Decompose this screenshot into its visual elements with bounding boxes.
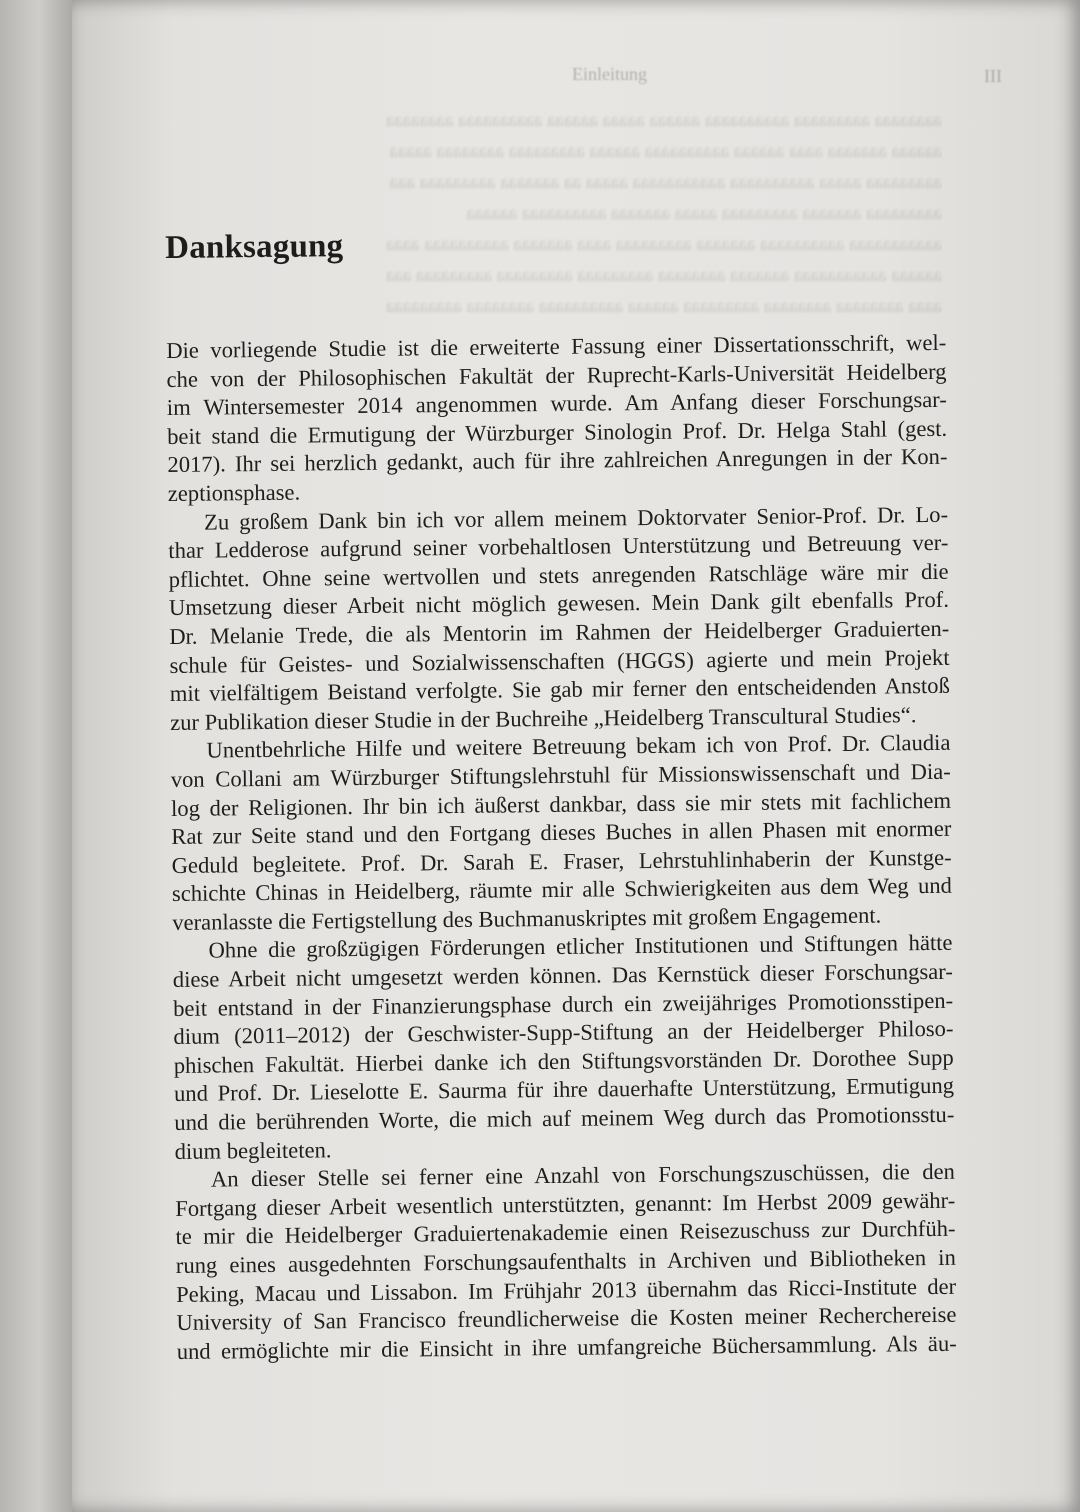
text-line: Fortgang dieser Arbeit wesentlich unterstützten, genannt: Im Herbst 2009 gewähr- [175, 1187, 956, 1221]
chapter-title: Danksagung [165, 228, 344, 266]
text-line: te mir die Heidelberger Graduiertenakademie einen Reisezuschuss zur Durchfüh- [175, 1216, 956, 1250]
paragraph-5 [175, 1158, 957, 1366]
text-line: dium (2011–2012) der Geschwister-Supp-Stiftung an der Heidelberger Philoso- [173, 1016, 954, 1050]
text-line: von Collani am Würzburger Stiftungslehrstuhl für Missionswissenschaft und Dia- [170, 758, 951, 792]
text-line: und ermöglichte mir die Einsicht in ihre umfangreiche Büchersammlung. Als äu- [176, 1330, 957, 1364]
text-line: Die vorliegende Studie ist die erweiterte Fassung einer Dissertationsschrift, wel- [166, 329, 947, 363]
text-line: thar Ledderose aufgrund seiner vorbehaltlosen Unterstützung und Betreuung ver- [168, 529, 949, 564]
text-line: che von der Philosophischen Fakultät der Ruprecht-Karls-Universität Heidelberg [166, 358, 947, 392]
text-line: im Wintersemester 2014 angenommen wurde. Am Anfang dieser Forschungsar- [166, 387, 947, 421]
text-line: schichte Chinas in Heidelberg, räumte mir alle Schwierigkeiten aus dem Weg und [171, 873, 953, 907]
show-through-running-head: Einleitung [572, 64, 647, 84]
text-line: schule für Geistes- und Sozialwissenschaften (HGGS) agierte und mein Projekt [169, 644, 950, 678]
text-line: und Prof. Dr. Lieselotte E. Saurma für ihre dauerhafte Unterstützung, Ermutigung [173, 1073, 955, 1107]
show-through-page-number: III [984, 66, 1002, 86]
text-line: University of San Francisco freundlicherweise die Kosten meiner Recherchereise [176, 1301, 957, 1336]
text-line: rung eines ausgedehnten Forschungsaufenthalts in Archiven und Bibliotheken in [175, 1244, 956, 1278]
text-line: pflichtet. Ohne seine wertvollen und stets anregenden Ratschläge wäre mir die [168, 558, 949, 592]
paragraph-4 [172, 929, 954, 1166]
text-line: An dieser Stelle sei ferner eine Anzahl von Forschungszuschüssen, die den [210, 1158, 956, 1192]
text-line: und die berührenden Worte, die mich auf meinem Weg durch das Promotionsstu- [174, 1101, 955, 1135]
text-line: beit entstand in der Finanzierungsphase durch ein zweijähriges Promotionsstipen- [173, 987, 954, 1021]
text-line: Geduld begleitete. Prof. Dr. Sarah E. Fraser, Lehrstuhlinhaberin der Kunstge- [171, 844, 952, 878]
text-line: beit stand die Ermutigung der Würzburger Sinologin Prof. Dr. Helga Stahl (gest. [167, 415, 948, 449]
text-line: log der Religionen. Ihr bin ich äußerst dankbar, dass sie mir stets mit fachlichem [170, 787, 952, 821]
text-line: diese Arbeit nicht umgesetzt werden können. Das Kernstück dieser Forschungsar- [172, 958, 953, 993]
text-line: Ohne die großzügigen Förderungen etlicher Institutionen und Stiftungen hätte [208, 930, 953, 964]
text-line: Zu großem Dank bin ich vor allem meinem Doktorvater Senior-Prof. Dr. Lo- [203, 501, 949, 535]
text-line: phischen Fakultät. Hierbei danke ich den Stiftungsvorständen Dr. Dorothee Supp [173, 1044, 954, 1078]
paragraph-3 [170, 729, 952, 937]
text-line: zeptionsphase. [167, 479, 301, 506]
show-through-text: aaaaaaaa aaaaaaaaa aaaaaaaaaa aaaaaa aaaaa aaaaaa aaaaaaaaaa aaaaaaaa aaaaaa aaaaaaa aaaa aaaaaa aaaaaaaaaa aaaaaa aaaaaaaaa aaaaaaaa aaaaa aaaaaaaaa aaaaa aaaaaaaaaa aaaaaaaaaaa aaaaa aa aaaaaaa aaaaaaaaa aaa aaaaaaaaa aaaaaaa aaaaaaaaa aaaaa aaaaaaa aaaaaaaaaa aaaaaa aaaaaaaaaaa aaaaaaaaaa aaaaaaa aaaaaaaaa aaaa aaaaaaa aaaaaaaaaa aaaa aaaaaa aaaaaaaaaaa aaaaaaa aaaaaaaa aaaaaaaaa aaaaaaaaa aaaaaaaaa aaa aaaa aaaaaaaa aaaaaaaa aaaaaaaaa aaaaaa aaaaaaaaaa aaaaaaaa aaaaaaaaa [385, 110, 942, 317]
text-line: Dr. Melanie Trede, die als Mentorin im Rahmen der Heidelberger Graduierten- [169, 615, 950, 649]
paragraph-2 [168, 500, 950, 737]
text-line: dium begleiteten. [174, 1136, 332, 1164]
paragraph-1 [166, 329, 948, 509]
text-line: zur Publikation dieser Studie in der Buchreihe „Heidelberg Transcultural Studies“. [170, 701, 917, 735]
text-line: Rat zur Seite stand und den Fortgang dieses Buches in allen Phasen mit enormer [171, 815, 952, 850]
page-content [165, 222, 957, 1366]
text-line: mit vielfältigem Beistand verfolgte. Sie gab mir ferner den entscheidenden Anstoß [169, 672, 950, 707]
text-line: Peking, Macau und Lissabon. Im Frühjahr 2013 übernahm das Ricci-Institute der [176, 1273, 957, 1307]
text-line: Umsetzung dieser Arbeit nicht möglich gewesen. Mein Dank gilt ebenfalls Prof. [168, 587, 950, 621]
text-line: veranlasste die Fertigstellung des Buchmanuskriptes mit großem Engagement. [172, 902, 882, 935]
text-line: Unentbehrliche Hilfe und weitere Betreuung bekam ich von Prof. Dr. Claudia [206, 730, 951, 763]
text-line: 2017). Ihr sei herzlich gedankt, auch für ihre zahlreichen Anregungen in der Kon- [167, 444, 948, 478]
